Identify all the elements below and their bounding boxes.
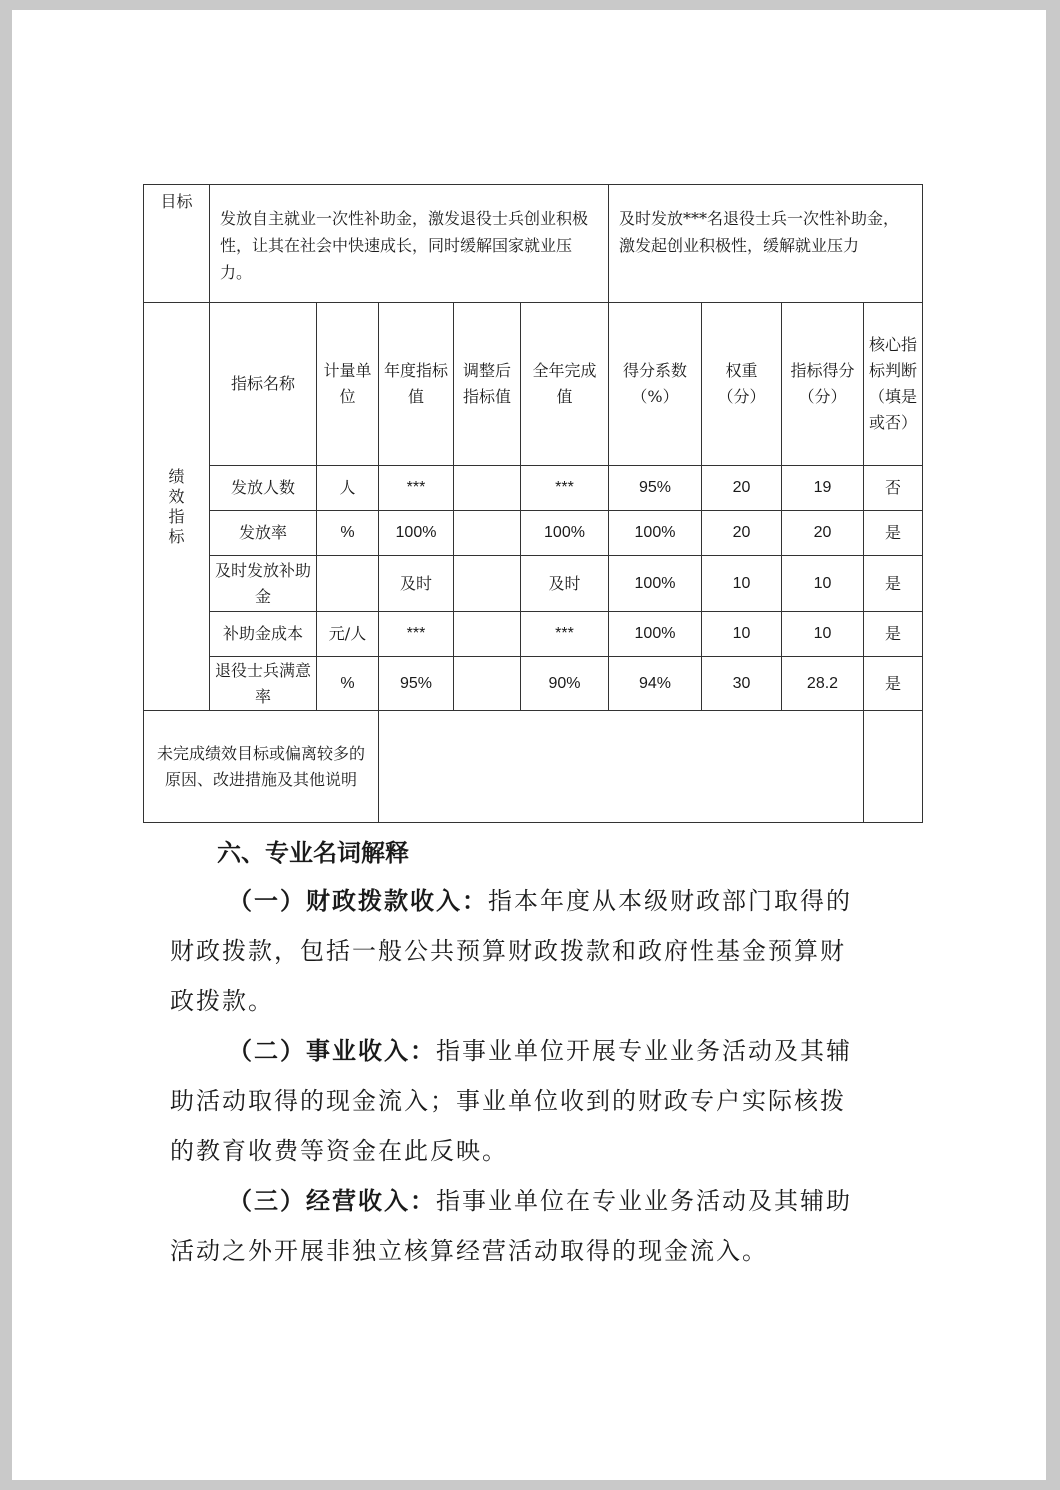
row-adjusted [454,511,521,556]
definition-text: 指事业单位在专业业务活动及其辅助活动之外开展非独立核算经营活动取得的现金流入。 [170,1187,852,1265]
header-coef: 得分系数（%） [609,303,702,466]
row-completed: 及时 [521,556,609,612]
row-score: 10 [782,556,864,612]
row-annual: 及时 [379,556,454,612]
row-adjusted [454,556,521,612]
row-completed: *** [521,612,609,657]
document-page [12,10,1046,1480]
row-weight: 10 [702,612,782,657]
goal-row [144,185,923,303]
perf-label-text: 绩效指标 [168,466,185,546]
definition-paragraph-2 [170,1026,870,1176]
table-row [144,657,923,711]
row-core: 是 [864,657,923,711]
row-name: 补助金成本 [210,612,317,657]
table-row [144,511,923,556]
row-coef: 100% [609,556,702,612]
row-completed: 100% [521,511,609,556]
table-row [144,612,923,657]
footer-text [379,711,864,823]
row-coef: 100% [609,511,702,556]
row-unit [317,556,379,612]
footer-label: 未完成绩效目标或偏离较多的原因、改进措施及其他说明 [144,711,379,823]
header-row [144,303,923,466]
footer-row [144,711,923,823]
definition-text: 指事业单位开展专业业务活动及其辅助活动取得的现金流入；事业单位收到的财政专户实际核拨的教育收费等资金在此反映。 [170,1037,852,1165]
row-completed: *** [521,466,609,511]
row-score: 10 [782,612,864,657]
performance-table [143,184,923,823]
row-adjusted [454,657,521,711]
row-adjusted [454,466,521,511]
perf-label [144,303,210,711]
row-name: 发放率 [210,511,317,556]
row-weight: 30 [702,657,782,711]
row-weight: 20 [702,466,782,511]
header-weight: 权重（分） [702,303,782,466]
footer-extra [864,711,923,823]
row-score: 28.2 [782,657,864,711]
definition-term: （二）事业收入： [228,1037,436,1065]
definition-term: （三）经营收入： [228,1187,436,1215]
section-heading: 六、专业名词解释 [217,839,409,867]
header-score: 指标得分（分） [782,303,864,466]
row-annual: *** [379,466,454,511]
definition-paragraph-3 [170,1176,870,1276]
row-unit: % [317,657,379,711]
row-core: 是 [864,612,923,657]
row-score: 19 [782,466,864,511]
row-annual: 95% [379,657,454,711]
row-name: 发放人数 [210,466,317,511]
header-core: 核心指标判断（填是或否） [864,303,923,466]
row-completed: 90% [521,657,609,711]
row-coef: 95% [609,466,702,511]
definition-term: （一）财政拨款收入： [228,887,488,915]
header-completed: 全年完成值 [521,303,609,466]
table-row [144,556,923,612]
row-adjusted [454,612,521,657]
row-core: 是 [864,556,923,612]
header-adjusted: 调整后指标值 [454,303,521,466]
row-core: 否 [864,466,923,511]
definition-paragraph-1 [170,876,870,1026]
goal-actual-text: 及时发放***名退役士兵一次性补助金，激发起创业积极性，缓解就业压力 [609,185,923,303]
row-annual: 100% [379,511,454,556]
goal-label: 目标 [144,185,210,303]
row-annual: *** [379,612,454,657]
header-name: 指标名称 [210,303,317,466]
row-weight: 10 [702,556,782,612]
row-unit: 人 [317,466,379,511]
row-name: 及时发放补助金 [210,556,317,612]
row-weight: 20 [702,511,782,556]
row-core: 是 [864,511,923,556]
row-name: 退役士兵满意率 [210,657,317,711]
row-unit: % [317,511,379,556]
row-score: 20 [782,511,864,556]
header-annual: 年度指标值 [379,303,454,466]
definition-text: 指本年度从本级财政部门取得的财政拨款，包括一般公共预算财政拨款和政府性基金预算财政拨款。 [170,887,852,1015]
goal-plan-text: 发放自主就业一次性补助金，激发退役士兵创业积极性，让其在社会中快速成长，同时缓解国家就业压力。 [210,185,609,303]
row-coef: 100% [609,612,702,657]
row-coef: 94% [609,657,702,711]
row-unit: 元/人 [317,612,379,657]
header-unit: 计量单位 [317,303,379,466]
table-row [144,466,923,511]
